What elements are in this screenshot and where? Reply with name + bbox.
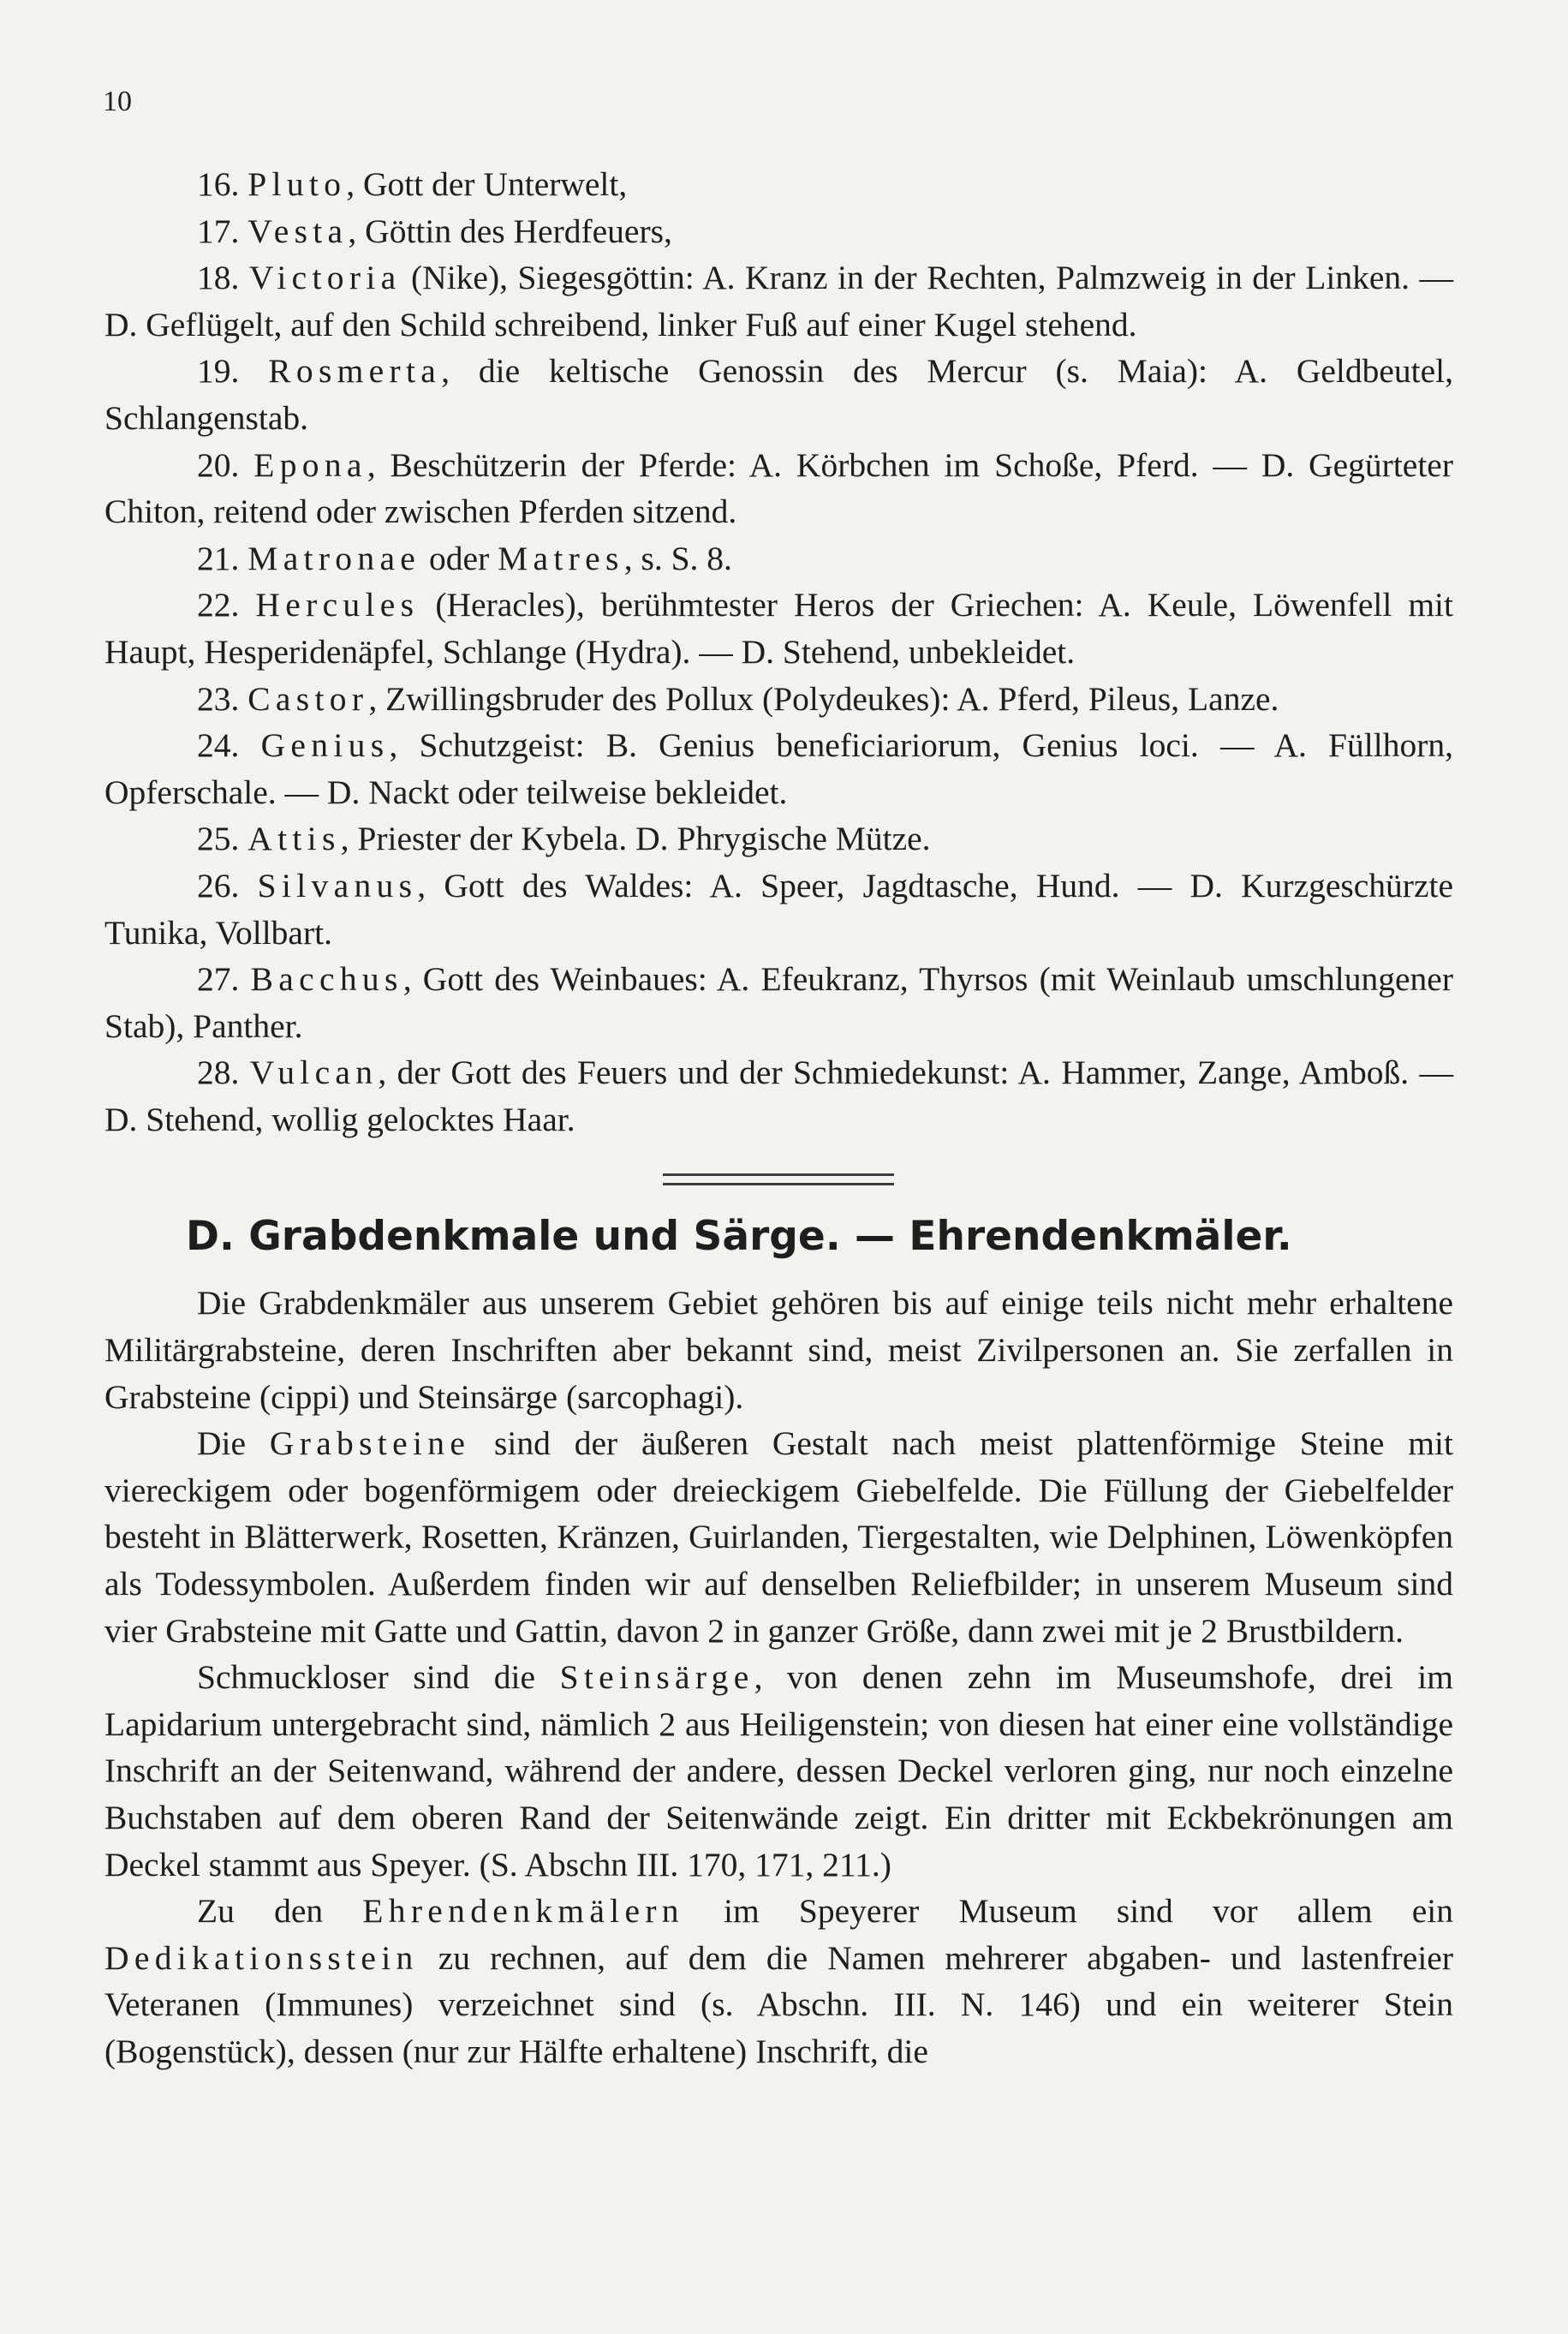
paragraph-text: sind der äußeren Gestalt nach meist plattenförmige Steine mit viereckigem oder bogenförmigem oder dreieckigem Giebelfelde. Die Füllung der Giebelfelder besteht in Blätterwerk, Rosetten, Kränzen, Guirlanden, Tiergestalten, wie Delphinen, Löwenköpfen als Todessymbolen. Außerdem finden wir auf denselben Reliefbilder; in unserem Museum sind vier Grabsteine mit Gatte und Gattin, davon 2 in ganzer Größe, dann zwei mit je 2 Brustbildern. (104, 1424, 1453, 1650)
entry-name: Rosmerta (268, 352, 442, 391)
list-entry (104, 722, 1453, 815)
entry-text: , die keltische Genossin des Mercur (s. Maia): A. Geldbeutel, Schlangenstab. (104, 352, 1454, 437)
paragraph-intro: Die Grabdenkmäler aus unserem Gebiet gehören bis auf einige teils nicht mehr erhaltene Militärgrabsteine, deren Inschriften aber bekannt sind, meist Zivilpersonen an. Sie zerfallen in Grabsteine (cippi) und Steinsärge (sarcophagi). (104, 1284, 1453, 1416)
entry-name: Genius (260, 726, 390, 765)
spaced-term: Steinsärge (559, 1658, 754, 1697)
spaced-term: Grabsteine (269, 1424, 471, 1463)
paragraph-grabsteine (104, 1420, 1453, 1654)
entry-text: , Priester der Kybela. D. Phrygische Mütze. (340, 820, 931, 858)
entry-number: 22. (197, 586, 240, 624)
paragraph-text: Die (197, 1424, 270, 1463)
list-entry (104, 676, 1453, 723)
spaced-term: Dedikationsstein (104, 1938, 419, 1977)
page-number: 10 (103, 86, 132, 117)
entry-text: , Schutzgeist: B. Genius beneficiariorum, Genius loci. — A. Füllhorn, Opferschale. — D. Nackt oder teilweise bekleidet. (104, 726, 1454, 811)
entry-connector: oder (420, 539, 498, 577)
list-entry (104, 582, 1453, 675)
list-entry (104, 442, 1453, 535)
paragraph-text: zu rechnen, auf dem die Namen mehrerer abgaben- und lastenfreier Veteranen (Immunes) verzeichnet sind (s. Abschn. III. N. 146) und ein weiterer Stein (Bogenstück), dessen (nur zur Hälfte erhaltene) Inschrift, die (104, 1938, 1453, 2070)
paragraph-steinsaerge (104, 1654, 1453, 1888)
entry-name-alt: Matres (498, 539, 624, 577)
entry-name: Silvanus (257, 866, 418, 904)
list-entry (104, 815, 1453, 863)
list-entry (104, 348, 1453, 441)
deity-list (104, 161, 1453, 1143)
entry-name: Hercules (255, 586, 420, 624)
entry-text: , Gott des Waldes: A. Speer, Jagdtasche, Hund. — D. Kurzgeschürzte Tunika, Vollbart. (104, 866, 1453, 952)
entry-number: 27. (197, 960, 240, 999)
entry-name: Bacchus (250, 960, 403, 999)
section-heading: D. Grabdenkmale und Särge. — Ehrendenkmäler. (186, 1213, 1292, 1261)
list-entry (104, 254, 1453, 348)
page-content (104, 161, 1453, 2075)
entry-text: , Gott des Weinbaues: A. Efeukranz, Thyrsos (mit Weinlaub umschlungener Stab), Panther. (104, 960, 1453, 1045)
entry-text: (Nike), Siegesgöttin: A. Kranz in der Rechten, Palmzweig in der Linken. — D. Geflügelt, auf den Schild schreibend, linker Fuß auf einer Kugel stehend. (104, 259, 1453, 343)
list-entry (104, 208, 1453, 255)
entry-number: 24. (197, 726, 240, 765)
entry-name: Matronae (247, 539, 421, 577)
entry-number: 25. (197, 820, 240, 858)
list-entry (104, 161, 1453, 208)
list-entry (104, 956, 1453, 1049)
paragraph-text: , von denen zehn im Museumshofe, drei im Lapidarium untergebracht sind, nämlich 2 aus Heiligenstein; von diesen hat einer eine vollständige Inschrift an der Seitenwand, während der andere, dessen Deckel verloren ging, nur noch einzelne Buchstaben auf dem oberen Rand der Seitenwände zeigt. Ein dritter mit Eckbekrönungen am Deckel stammt aus Speyer. (S. Abschn III. 170, 171, 211.) (104, 1658, 1453, 1883)
entry-text: , Zwillingsbruder des Pollux (Polydeukes): A. Pferd, Pileus, Lanze. (368, 679, 1279, 718)
entry-number: 26. (197, 866, 240, 904)
entry-number: 16. (197, 165, 240, 203)
entry-text: , der Gott des Feuers und der Schmiedekunst: A. Hammer, Zange, Amboß. — D. Stehend, wollig gelocktes Haar. (104, 1054, 1453, 1138)
paragraph-ehrendenkmaeler (104, 1888, 1453, 2074)
entry-text: (Heracles), berühmtester Heros der Griechen: A. Keule, Löwenfell mit Haupt, Hesperidenäpfel, Schlange (Hydra). — D. Stehend, unbekleidet. (104, 586, 1454, 671)
entry-number: 20. (197, 445, 240, 484)
entry-number: 19. (197, 352, 240, 391)
list-entry (104, 1049, 1453, 1143)
entry-name: Epona (253, 445, 367, 484)
paragraph-text: im Speyerer Museum sind vor allem ein (683, 1892, 1453, 1931)
paragraph-text: Zu den (197, 1892, 363, 1931)
section-divider (663, 1173, 894, 1185)
entry-number: 28. (197, 1054, 240, 1092)
list-entry (104, 535, 1453, 582)
entry-number: 21. (197, 539, 240, 577)
spaced-term: Ehrendenkmälern (362, 1892, 684, 1931)
entry-text: , Göttin des Herdfeuers, (348, 212, 672, 250)
entry-name: Vesta (247, 212, 349, 250)
paragraph-text: Schmuckloser sind die (197, 1658, 560, 1697)
list-entry (104, 863, 1453, 956)
entry-number: 23. (197, 679, 240, 718)
entry-name: Attis (247, 820, 341, 858)
entry-name: Castor (247, 679, 369, 718)
entry-number: 17. (197, 212, 240, 250)
entry-name: Pluto (247, 165, 347, 203)
entry-number: 18. (197, 259, 240, 297)
entry-text: , Gott der Unterwelt, (346, 165, 628, 203)
entry-text: , Beschützerin der Pferde: A. Körbchen im Schoße, Pferd. — D. Gegürteter Chiton, reitend oder zwischen Pferden sitzend. (104, 445, 1453, 531)
entry-name: Victoria (248, 259, 402, 297)
entry-name: Vulcan (249, 1054, 379, 1092)
entry-text: , s. S. 8. (623, 539, 732, 577)
